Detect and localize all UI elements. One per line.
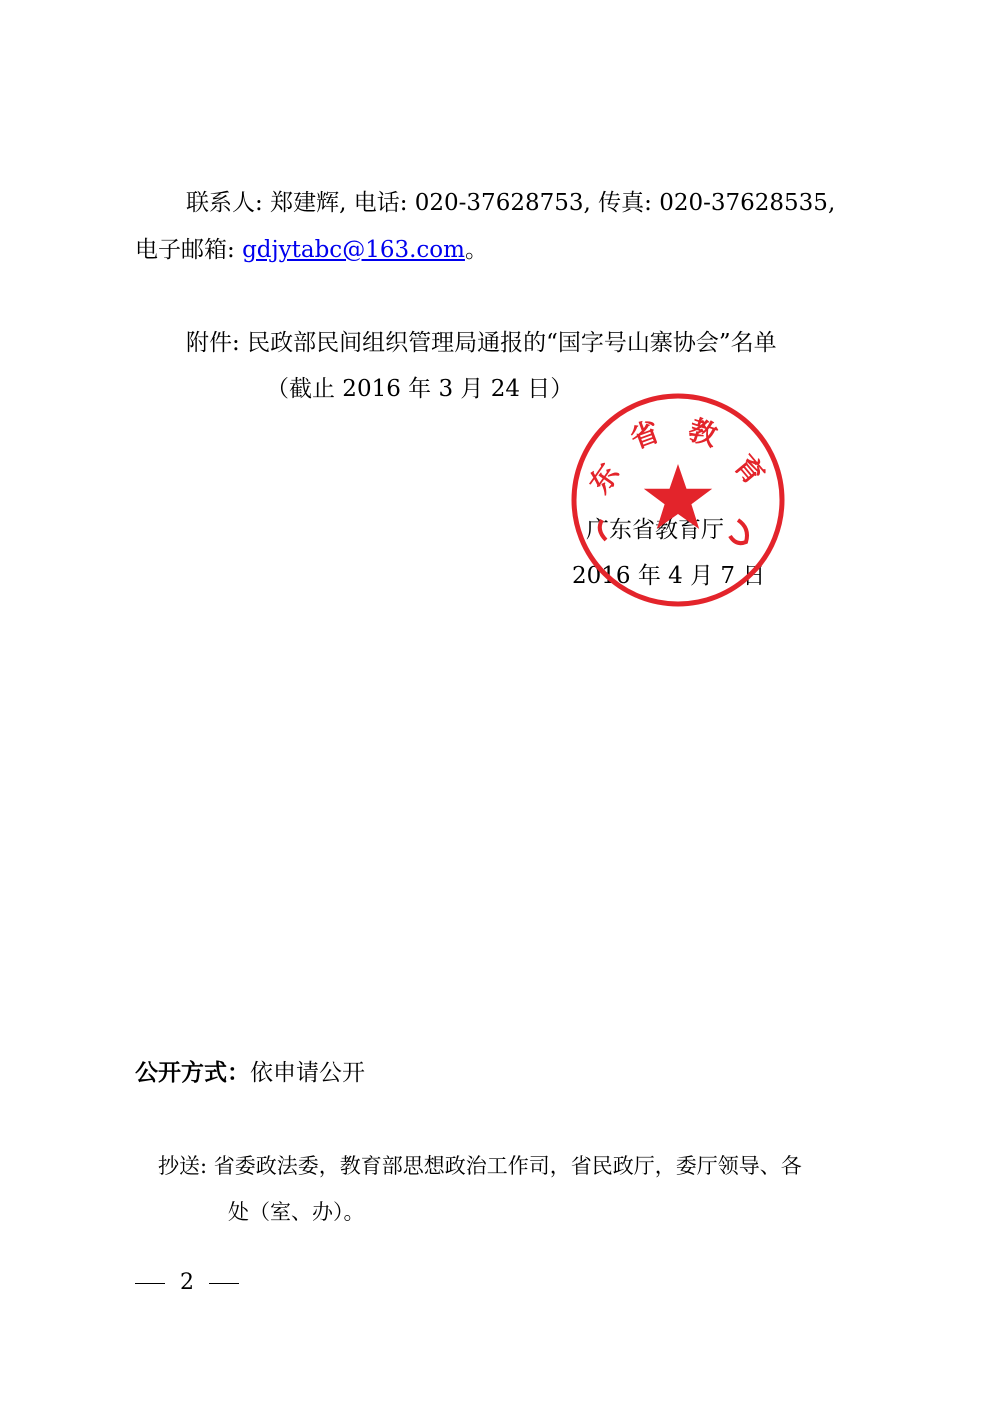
cc-label: 抄送 bbox=[158, 1154, 200, 1178]
contact-label: 联系人 bbox=[186, 190, 255, 216]
fax-label: 传真 bbox=[598, 190, 645, 216]
cc-line-1: 抄送: 省委政法委，教育部思想政治工作司，省民政厅，委厅领导、各 bbox=[158, 1154, 802, 1178]
seal-char-4: 育 bbox=[727, 448, 771, 492]
attachment-line-2 bbox=[266, 374, 573, 404]
phone-number: 020-37628753 bbox=[414, 190, 584, 216]
contact-line-2: 电子邮箱: gdjytabc@163.com。 bbox=[135, 237, 488, 263]
seal-partial-char-left bbox=[600, 520, 606, 540]
official-seal-stamp bbox=[570, 392, 786, 608]
phone-label: 电话 bbox=[353, 190, 400, 216]
seal-char-1: 东 bbox=[582, 457, 626, 500]
attachment-title: 民政部民间组织管理局通报的“国字号山寨协会”名单 bbox=[247, 330, 777, 356]
email-link[interactable]: gdjytabc@163.com bbox=[242, 237, 465, 263]
page-footer bbox=[135, 1268, 239, 1298]
fax-number: 020-37628535 bbox=[659, 190, 828, 216]
cc-line-2 bbox=[228, 1197, 365, 1227]
attachment-date-range: （截止 2016 年 3 月 24 日） bbox=[266, 376, 574, 402]
seal-star-icon bbox=[644, 464, 712, 529]
signature-org: 广东省教育厅 bbox=[586, 517, 724, 543]
page-rule-right bbox=[209, 1283, 239, 1284]
signature-date: 2016 年 4 月 7 日 bbox=[572, 563, 766, 589]
disclosure-label: 公开方式： bbox=[135, 1060, 250, 1086]
email-label: 电子邮箱 bbox=[135, 237, 227, 263]
seal-partial-char bbox=[730, 520, 747, 543]
cc-recipients-continued: 处（室、办）。 bbox=[228, 1200, 365, 1224]
attachment-line-1: 附件: 民政部民间组织管理局通报的“国字号山寨协会”名单 bbox=[186, 330, 777, 356]
contact-line-1: 联系人: 郑建辉, 电话: 020-37628753, 传真: 020-37628535, bbox=[186, 190, 836, 216]
page-number: 2 bbox=[180, 1270, 194, 1295]
seal-char-3: 教 bbox=[684, 412, 722, 453]
disclosure-line bbox=[135, 1058, 365, 1088]
cc-recipients: 省委政法委，教育部思想政治工作司，省民政厅，委厅领导、各 bbox=[213, 1154, 802, 1178]
seal-char-2: 省 bbox=[625, 414, 664, 456]
attachment-label: 附件 bbox=[186, 330, 232, 356]
page-rule-left bbox=[135, 1283, 165, 1284]
disclosure-value: 依申请公开 bbox=[250, 1060, 365, 1086]
contact-name: 郑建辉 bbox=[270, 190, 340, 216]
